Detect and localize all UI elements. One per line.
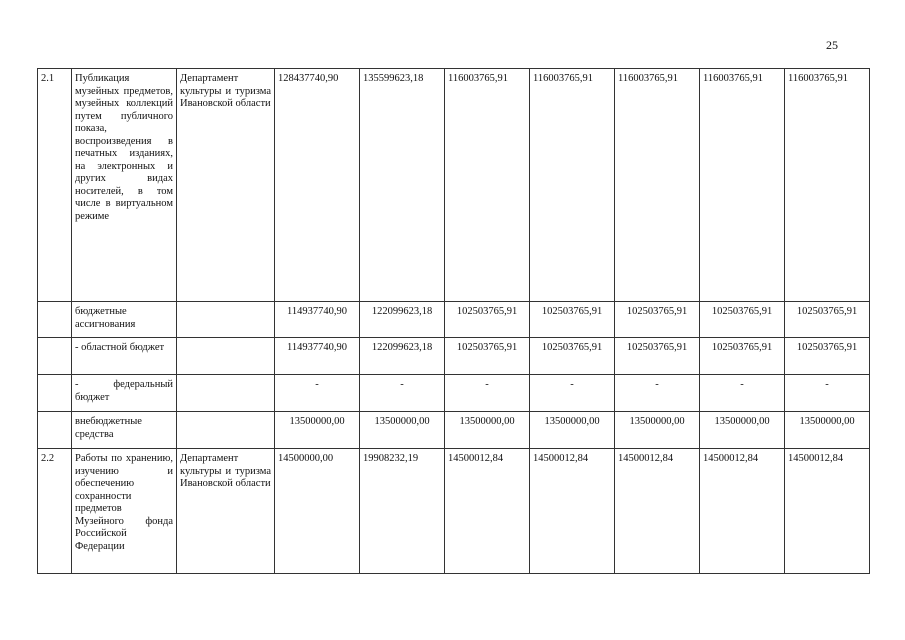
value-cell: 102503765,91 [785,302,870,338]
value-cell: 14500012,84 [615,449,700,574]
row-department [177,338,275,375]
value-cell: 13500000,00 [530,412,615,449]
value-cell: 19908232,19 [360,449,445,574]
value-cell: 102503765,91 [530,302,615,338]
value-cell: 14500012,84 [700,449,785,574]
row-number: 2.1 [38,69,72,302]
row-description: бюджетные ассигнования [72,302,177,338]
value-cell: 122099623,18 [360,302,445,338]
value-cell: 102503765,91 [615,302,700,338]
value-cell: 14500012,84 [530,449,615,574]
value-cell: 102503765,91 [700,302,785,338]
value-cell: 13500000,00 [275,412,360,449]
value-cell: 13500000,00 [445,412,530,449]
row-department [177,375,275,412]
value-cell: 116003765,91 [530,69,615,302]
value-cell: 116003765,91 [785,69,870,302]
value-cell: 114937740,90 [275,302,360,338]
table-row [38,449,870,574]
value-cell: 14500012,84 [785,449,870,574]
table-row [38,375,870,412]
table-row [38,302,870,338]
budget-table [37,68,870,574]
value-cell: - [360,375,445,412]
value-cell: 135599623,18 [360,69,445,302]
row-department [177,302,275,338]
row-description: Публикация музейных предметов, музейных коллекций путем публичного показа, воспроизведения в печатных изданиях, на электронных и других видах носителей, в том числе в виртуальном режиме [72,69,177,302]
table-row [38,338,870,375]
row-department: Департамент культуры и туризма Ивановской области [177,449,275,574]
value-cell: 102503765,91 [530,338,615,375]
value-cell: 102503765,91 [615,338,700,375]
value-cell: 14500000,00 [275,449,360,574]
value-cell: 102503765,91 [445,338,530,375]
row-description: - областной бюджет [72,338,177,375]
value-cell: - [445,375,530,412]
value-cell: 13500000,00 [700,412,785,449]
value-cell: 116003765,91 [615,69,700,302]
value-cell: - [700,375,785,412]
value-cell: 128437740,90 [275,69,360,302]
row-number [38,375,72,412]
row-number: 2.2 [38,449,72,574]
row-department: Департамент культуры и туризма Ивановской области [177,69,275,302]
value-cell: 102503765,91 [785,338,870,375]
value-cell: - [530,375,615,412]
row-department [177,412,275,449]
row-description: - федеральный бюджет [72,375,177,412]
value-cell: 102503765,91 [700,338,785,375]
value-cell: 116003765,91 [445,69,530,302]
value-cell: - [275,375,360,412]
value-cell: 13500000,00 [360,412,445,449]
value-cell: 116003765,91 [700,69,785,302]
value-cell: 102503765,91 [445,302,530,338]
table-row [38,69,870,302]
value-cell: 114937740,90 [275,338,360,375]
value-cell: - [785,375,870,412]
row-description: Работы по хранению, изучению и обеспечению сохранности предметов Музейного фонда Российской Федерации [72,449,177,574]
value-cell: - [615,375,700,412]
row-number [38,302,72,338]
value-cell: 13500000,00 [615,412,700,449]
row-number [38,338,72,375]
page-number: 25 [826,38,838,52]
table-row [38,412,870,449]
value-cell: 13500000,00 [785,412,870,449]
row-description: внебюджетные средства [72,412,177,449]
value-cell: 122099623,18 [360,338,445,375]
row-number [38,412,72,449]
value-cell: 14500012,84 [445,449,530,574]
